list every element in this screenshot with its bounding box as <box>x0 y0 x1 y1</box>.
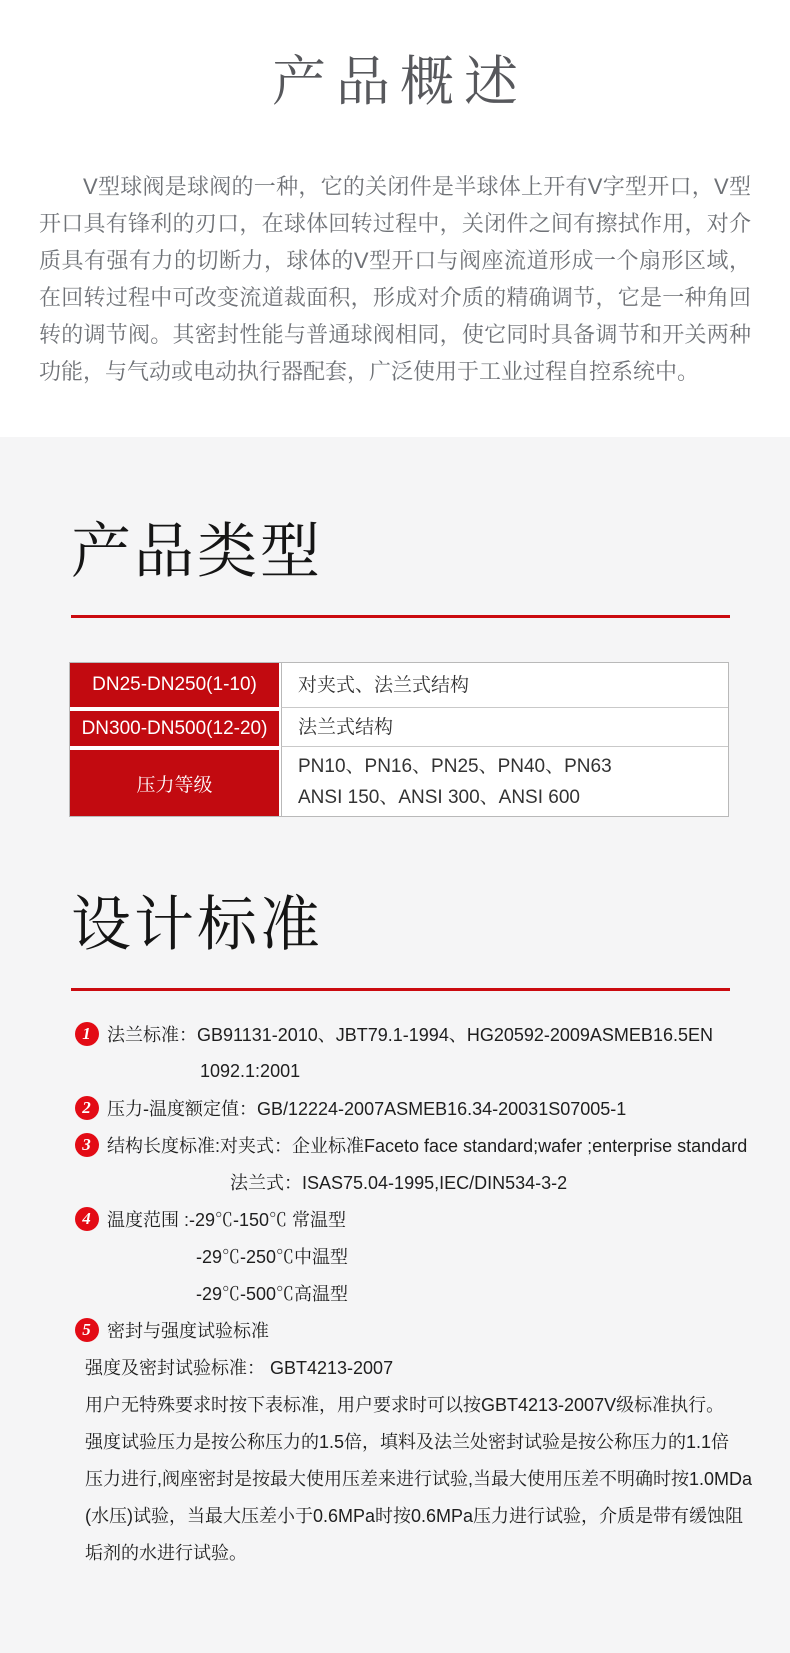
design-item-text: 温度范围 :-29℃-150℃ 常温型 <box>107 1210 347 1230</box>
table-row <box>70 663 728 707</box>
design-item-continuation <box>75 1057 780 1085</box>
design-paragraph-line <box>75 1464 780 1492</box>
design-paragraph-line <box>75 1501 780 1529</box>
design-item-text: 压力-温度额定值：GB/12224-2007ASMEB16.34-20031S07005-1 <box>107 1099 627 1119</box>
design-item <box>75 1094 780 1122</box>
table-row-value: 对夹式、法兰式结构 <box>298 674 470 696</box>
design-item <box>75 1020 780 1048</box>
design-item-text: -29℃-250℃中温型 <box>196 1247 349 1267</box>
design-paragraph-line <box>75 1390 780 1418</box>
section-divider-rule <box>71 615 730 618</box>
product-type-table <box>69 662 729 817</box>
design-item-text: 法兰式：ISAS75.04-1995,IEC/DIN534-3-2 <box>230 1173 568 1193</box>
design-item-continuation <box>75 1279 780 1307</box>
design-paragraph-line <box>75 1538 780 1566</box>
design-item-text: 结构长度标准:对夹式：企业标准Faceto face standard;wafer ;enterprise standard <box>107 1136 748 1156</box>
design-item <box>75 1205 780 1233</box>
item-number-badge: 2 <box>75 1096 99 1120</box>
design-item-text: 强度试验压力是按公称压力的1.5倍，填料及法兰处密封试验是按公称压力的1.1倍 <box>85 1432 730 1452</box>
design-item-text: 用户无特殊要求时按下表标准，用户要求时可以按GBT4213-2007V级标准执行。 <box>85 1395 725 1415</box>
table-row-label: 压力等级 <box>70 746 279 816</box>
table-row-value: ANSI 150、ANSI 300、ANSI 600 <box>298 786 580 808</box>
product-types-title: 产品类型 <box>71 518 323 585</box>
design-item-text: 1092.1:2001 <box>200 1060 301 1081</box>
overview-paragraph: V型球阀是球阀的一种，它的关闭件是半球体上开有V字型开口，V型开口具有锋利的刃口，在球体回转过程中，关闭件之间有擦拭作用，对介质具有强有力的切断力，球体的V型开口与阀座流道形成一个扇形区域，在回转过程中可改变流道裁面积，形成对介质的精确调节，它是一种角回转的调节阀。其密封性能与普通球阀相同，使它同时具备调节和开关两种功能，与气动或电动执行器配套，广泛使用于工业过程自控系统中。 <box>39 174 751 384</box>
table-row <box>70 746 728 816</box>
design-item <box>75 1316 780 1344</box>
design-paragraph-line <box>75 1353 780 1381</box>
table-row-label: DN300-DN500(12-20) <box>70 707 279 746</box>
design-standards-title: 设计标准 <box>71 891 323 958</box>
design-item-text: -29℃-500℃高温型 <box>196 1284 349 1304</box>
design-item-continuation <box>75 1168 780 1196</box>
overview-section-title: 产品概述 <box>272 52 528 112</box>
design-item-text: 密封与强度试验标准 <box>107 1321 269 1341</box>
design-item-text: 强度及密封试验标准： GBT4213-2007 <box>85 1358 394 1378</box>
item-number-badge: 3 <box>75 1133 99 1157</box>
design-item-text: 压力进行,阀座密封是按最大使用压差来进行试验,当最大使用压差不明确时按1.0MDa <box>85 1469 753 1489</box>
item-number-badge: 5 <box>75 1318 99 1342</box>
design-item-text: 垢剂的水进行试验。 <box>85 1543 247 1563</box>
design-item <box>75 1131 780 1159</box>
design-item-text: 法兰标准：GB91131-2010、JBT79.1-1994、HG20592-2009ASMEB16.5EN <box>107 1025 713 1045</box>
design-item-continuation <box>75 1242 780 1270</box>
design-item-text: (水压)试验，当最大压差小于0.6MPa时按0.6MPa压力进行试验，介质是带有缓蚀阻 <box>85 1506 744 1526</box>
design-paragraph-line <box>75 1427 780 1455</box>
section-divider-rule <box>71 988 730 991</box>
table-row-value: 法兰式结构 <box>298 716 394 738</box>
table-row-value: PN10、PN16、PN25、PN40、PN63 <box>298 755 612 777</box>
table-row <box>70 707 728 746</box>
design-standards-list <box>75 1020 780 1575</box>
table-row-label: DN25-DN250(1-10) <box>70 663 279 707</box>
item-number-badge: 4 <box>75 1207 99 1231</box>
item-number-badge: 1 <box>75 1022 99 1046</box>
gray-section <box>0 437 790 1653</box>
